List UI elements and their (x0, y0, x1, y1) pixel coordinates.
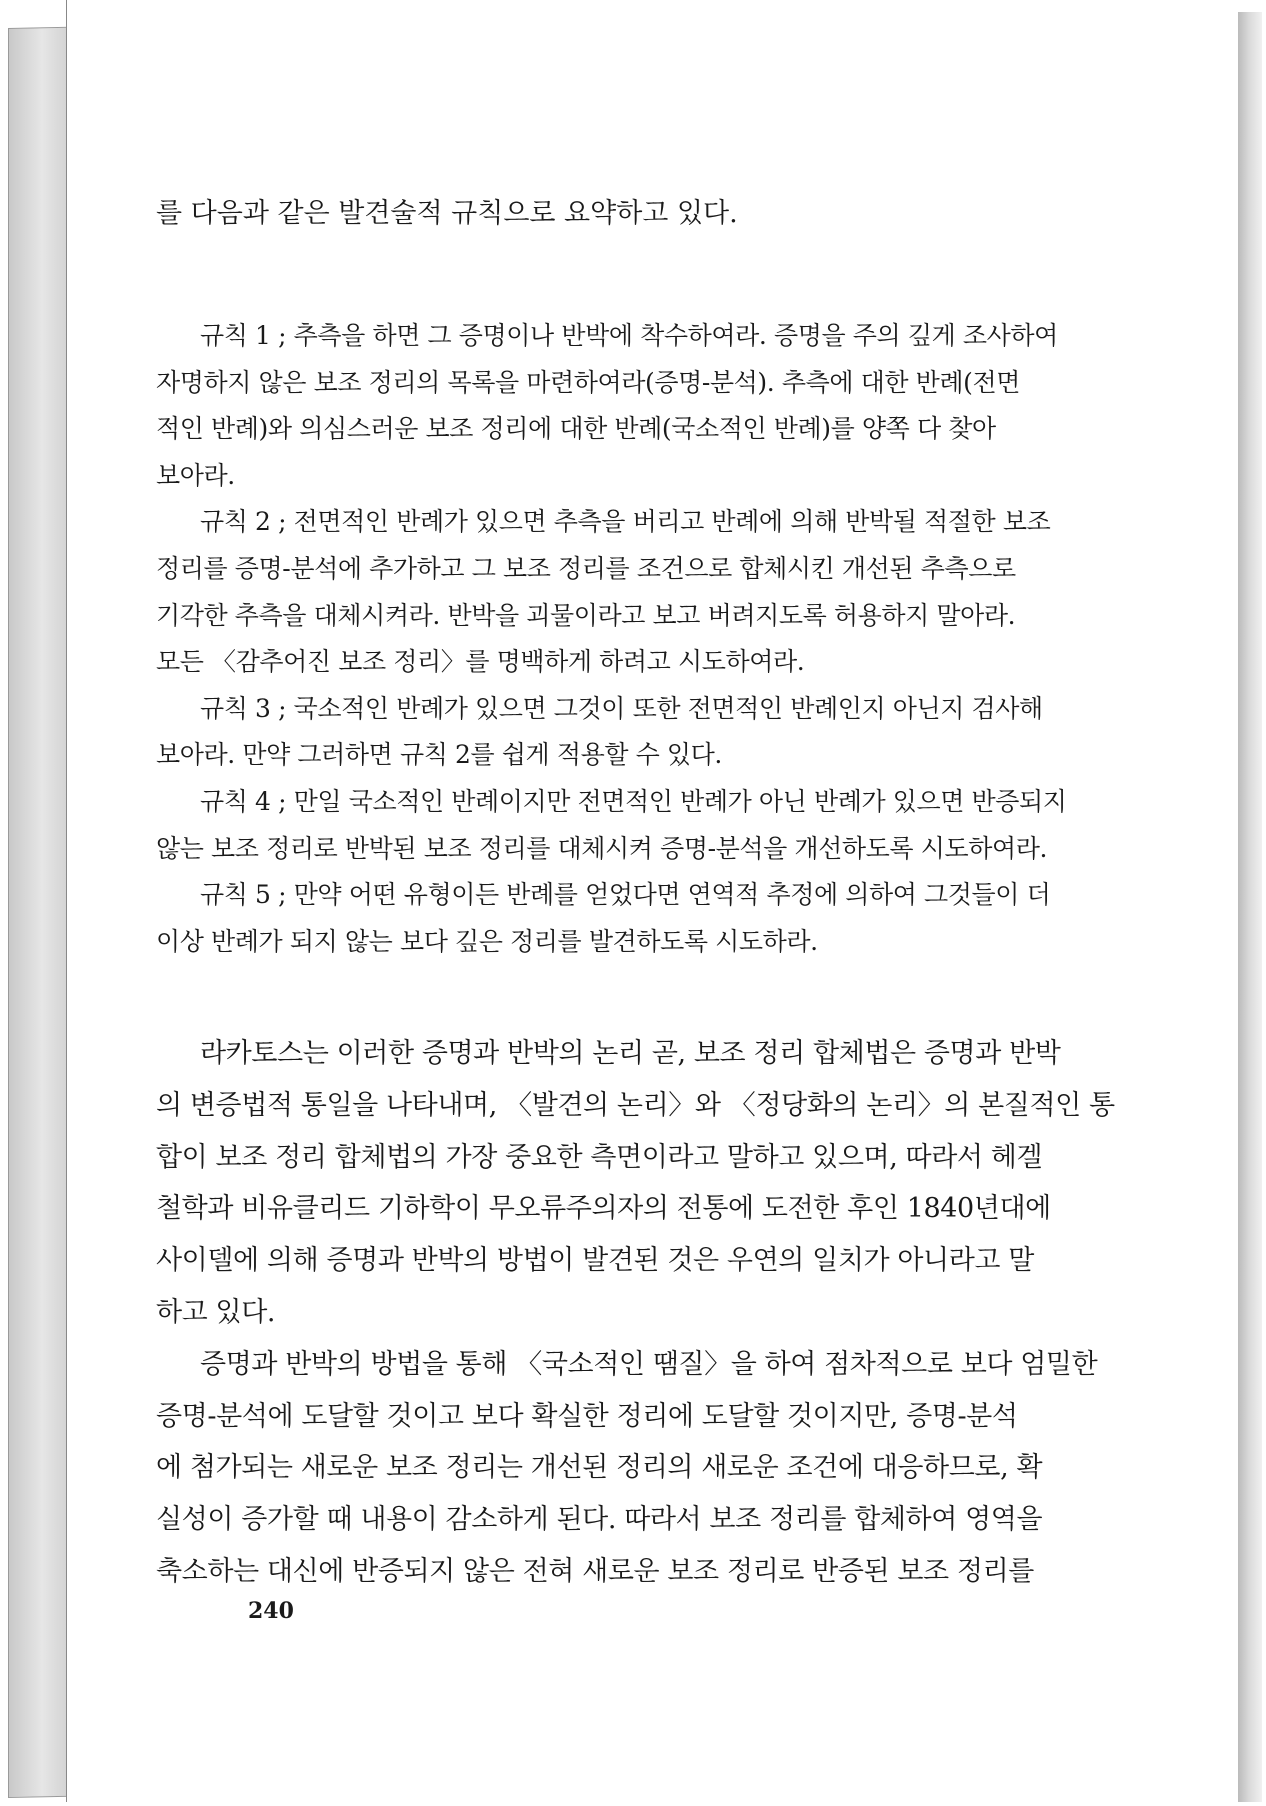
heuristic-rules-block (156, 313, 1116, 965)
rule-text-line: 규칙 3 ; 국소적인 반례가 있으면 그것이 또한 전면적인 반례인지 아닌지 검사해 (200, 693, 1043, 723)
rule-text-line: 적인 반례)와 의심스러운 보조 정리에 대한 반례(국소적인 반례)를 양쪽 다 찾아 (156, 414, 996, 444)
page-number: 240 (248, 1598, 294, 1624)
body-text-line: 증명-분석에 도달할 것이고 보다 확실한 정리에 도달할 것이지만, 증명-분석 (156, 1400, 1018, 1432)
rule-text-line: 이상 반례가 되지 않는 보다 깊은 정리를 발견하도록 시도하라. (156, 926, 818, 956)
intro-paragraph (156, 190, 1116, 238)
rule-text-line: 않는 보조 정리로 반박된 보조 정리를 대체시켜 증명-분석을 개선하도록 시도하여라. (156, 833, 1048, 863)
body-text-line: 축소하는 대신에 반증되지 않은 전혀 새로운 보조 정리로 반증된 보조 정리를 (156, 1555, 1034, 1587)
rule-text-line: 규칙 2 ; 전면적인 반례가 있으면 추측을 버리고 반례에 의해 반박될 적절한 보조 (200, 507, 1051, 537)
body-text-line: 의 변증법적 통일을 나타내며, 〈발견의 논리〉와 〈정당화의 논리〉의 본질적인 통 (156, 1089, 1115, 1121)
rule-text-line: 모든 〈감추어진 보조 정리〉를 명백하게 하려고 시도하여라. (156, 647, 805, 677)
rule-text-line: 규칙 4 ; 만일 국소적인 반례이지만 전면적인 반례가 아닌 반례가 있으면 반증되지 (200, 786, 1067, 816)
rule-text-line: 보아라. 만약 그러하면 규칙 2를 쉽게 적용할 수 있다. (156, 740, 722, 770)
body-text-line: 하고 있다. (156, 1296, 276, 1328)
body-text-line: 에 첨가되는 새로운 보조 정리는 개선된 정리의 새로운 조건에 대응하므로, 확 (156, 1452, 1043, 1484)
intro-line: 를 다음과 같은 발견술적 규칙으로 요약하고 있다. (156, 198, 738, 229)
body-text-line: 사이델에 의해 증명과 반박의 방법이 발견된 것은 우연의 일치가 아니라고 말 (156, 1245, 1034, 1277)
rule-text-line: 규칙 5 ; 만약 어떤 유형이든 반례를 얻었다면 연역적 추정에 의하여 그것들이 더 (200, 880, 1051, 910)
body-text-line: 증명과 반박의 방법을 통해 〈국소적인 땜질〉을 하여 점차적으로 보다 엄밀한 (200, 1348, 1098, 1380)
body-paragraphs (156, 1028, 1116, 1598)
page-edge-shadow (1236, 12, 1262, 1802)
rule-text-line: 보아라. (156, 460, 235, 490)
book-spine (8, 27, 70, 1798)
body-text-line: 실성이 증가할 때 내용이 감소하게 된다. 따라서 보조 정리를 합체하여 영역을 (156, 1504, 1043, 1536)
body-text-line: 라카토스는 이러한 증명과 반박의 논리 곧, 보조 정리 합체법은 증명과 반박 (200, 1038, 1061, 1069)
body-text-line: 합이 보조 정리 합체법의 가장 중요한 측면이라고 말하고 있으며, 따라서 헤겔 (156, 1141, 1043, 1173)
rule-text-line: 규칙 1 ; 추측을 하면 그 증명이나 반박에 착수하여라. 증명을 주의 깊게 조사하여 (200, 321, 1058, 350)
rule-text-line: 자명하지 않은 보조 정리의 목록을 마련하여라(증명-분석). 추측에 대한 반례(전면 (156, 367, 1021, 397)
rule-text-line: 기각한 추측을 대체시켜라. 반박을 괴물이라고 보고 버려지도록 허용하지 말아라. (156, 600, 1016, 630)
rule-text-line: 정리를 증명-분석에 추가하고 그 보조 정리를 조건으로 합체시킨 개선된 추측으로 (156, 553, 1016, 583)
body-text-line: 철학과 비유클리드 기하학이 무오류주의자의 전통에 도전한 후인 1840년대에 (156, 1193, 1051, 1225)
